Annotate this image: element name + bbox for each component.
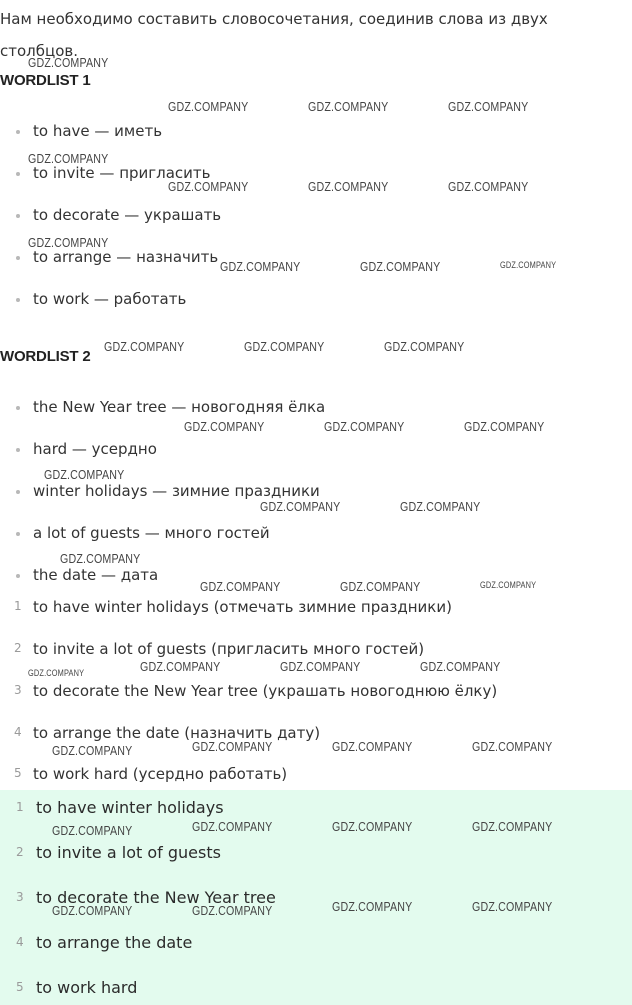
combination-item: 1 to have winter holidays (отмечать зимние праздники) (14, 598, 452, 616)
list-item: the New Year tree — новогодняя ёлка (33, 398, 325, 416)
bullet-icon (16, 256, 20, 260)
list-item: the date — дата (33, 566, 158, 584)
item-number: 1 (14, 599, 22, 613)
answer-item: 5 to work hard (16, 978, 138, 997)
watermark: GDZ.COMPANY (44, 467, 125, 482)
item-number: 2 (16, 845, 24, 859)
watermark: GDZ.COMPANY (360, 259, 441, 274)
list-item: to arrange — назначить (33, 248, 218, 266)
watermark: GDZ.COMPANY (308, 99, 389, 114)
watermark: GDZ.COMPANY (192, 739, 273, 754)
bullet-icon (16, 490, 20, 494)
watermark: GDZ.COMPANY (28, 151, 109, 166)
watermark: GDZ.COMPANY (220, 259, 301, 274)
watermark: GDZ.COMPANY (464, 419, 545, 434)
item-number: 3 (16, 890, 24, 904)
watermark: GDZ.COMPANY (60, 551, 141, 566)
watermark: GDZ.COMPANY (184, 419, 265, 434)
bullet-icon (16, 532, 20, 536)
watermark: GDZ.COMPANY (52, 823, 133, 838)
watermark: GDZ.COMPANY (200, 579, 281, 594)
watermark: GDZ.COMPANY (52, 743, 133, 758)
combination-item: 5 to work hard (усердно работать) (14, 765, 288, 783)
list-item: to work — работать (33, 290, 186, 308)
item-number: 5 (14, 766, 22, 780)
list-item: to invite — пригласить (33, 164, 211, 182)
watermark: GDZ.COMPANY (260, 499, 341, 514)
watermark: GDZ.COMPANY (472, 739, 553, 754)
list-item: to have — иметь (33, 122, 162, 140)
watermark: GDZ.COMPANY (472, 819, 553, 834)
watermark: GDZ.COMPANY (448, 99, 529, 114)
watermark: GDZ.COMPANY (192, 903, 273, 918)
bullet-icon (16, 298, 20, 302)
watermark: GDZ.COMPANY (308, 179, 389, 194)
watermark: GDZ.COMPANY (448, 179, 529, 194)
item-number: 1 (16, 800, 24, 814)
watermark: GDZ.COMPANY (280, 659, 361, 674)
list-item: a lot of guests — много гостей (33, 524, 270, 542)
watermark: GDZ.COMPANY (420, 659, 501, 674)
item-number: 4 (16, 935, 24, 949)
intro-text: Нам необходимо составить словосочетания, соединив слова из двух столбцов. (0, 10, 548, 60)
watermark: GDZ.COMPANY (28, 55, 109, 70)
watermark: GDZ.COMPANY (332, 899, 413, 914)
watermark: GDZ.COMPANY (400, 499, 481, 514)
answer-item: 3 to decorate the New Year tree (16, 888, 276, 907)
answer-item: 4 to arrange the date (16, 933, 193, 952)
watermark: GDZ.COMPANY (192, 819, 273, 834)
watermark: GDZ.COMPANY (52, 903, 133, 918)
watermark: GDZ.COMPANY (244, 339, 325, 354)
answer-item: 1 to have winter holidays (16, 798, 224, 817)
bullet-icon (16, 214, 20, 218)
watermark: GDZ.COMPANY (140, 659, 221, 674)
watermark: GDZ.COMPANY (472, 899, 553, 914)
bullet-icon (16, 574, 20, 578)
bullet-icon (16, 130, 20, 134)
watermark: GDZ.COMPANY (168, 99, 249, 114)
watermark: GDZ.COMPANY (168, 179, 249, 194)
watermark: GDZ.COMPANY (28, 235, 109, 250)
bullet-icon (16, 172, 20, 176)
watermark: GDZ.COMPANY (104, 339, 185, 354)
list-item: winter holidays — зимние праздники (33, 482, 320, 500)
watermark: GDZ.COMPANY (332, 819, 413, 834)
list-item: hard — усердно (33, 440, 157, 458)
watermark: GDZ.COMPANY (500, 260, 557, 270)
watermark: GDZ.COMPANY (324, 419, 405, 434)
list-item: to decorate — украшать (33, 206, 221, 224)
combination-item: 2 to invite a lot of guests (пригласить много гостей) (14, 640, 425, 658)
watermark: GDZ.COMPANY (384, 339, 465, 354)
bullet-icon (16, 448, 20, 452)
wordlist1-heading: WORDLIST 1 (0, 72, 91, 89)
combination-item: 3 to decorate the New Year tree (украшать новогоднюю ёлку) (14, 682, 498, 700)
combination-item: 4 to arrange the date (назначить дату) (14, 724, 321, 742)
bullet-icon (16, 406, 20, 410)
answer-item: 2 to invite a lot of guests (16, 843, 221, 862)
item-number: 3 (14, 683, 22, 697)
item-number: 5 (16, 980, 24, 994)
item-number: 2 (14, 641, 22, 655)
watermark: GDZ.COMPANY (340, 579, 421, 594)
item-number: 4 (14, 725, 22, 739)
watermark: GDZ.COMPANY (332, 739, 413, 754)
wordlist2-heading: WORDLIST 2 (0, 348, 91, 365)
watermark: GDZ.COMPANY (480, 580, 537, 590)
watermark: GDZ.COMPANY (28, 668, 85, 678)
